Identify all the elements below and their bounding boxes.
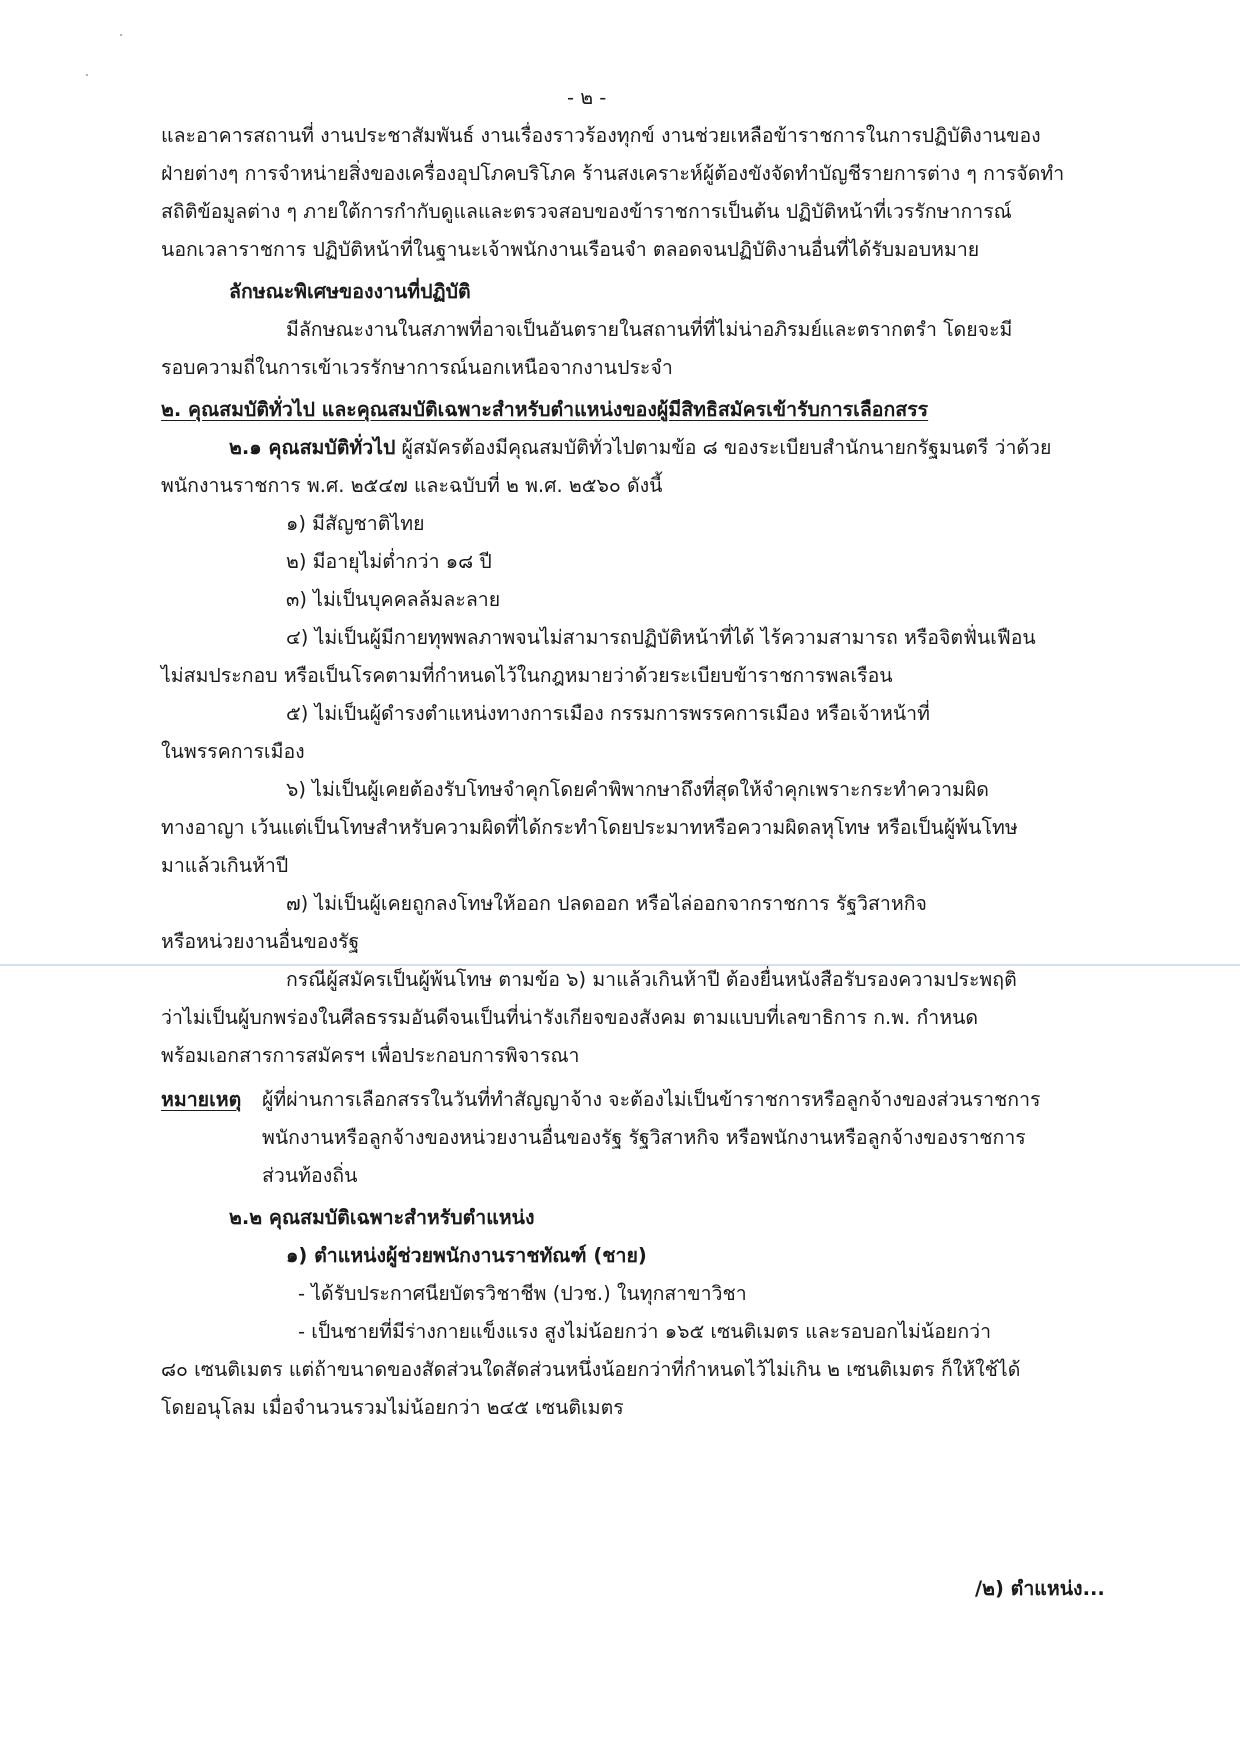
special-nature-line: รอบความถี่ในการเข้าเวรรักษาการณ์นอกเหนือจากงานประจำ bbox=[161, 356, 673, 379]
special-nature-line: มีลักษณะงานในสภาพที่อาจเป็นอันตรายในสถานที่ที่ไม่น่าอภิรมย์และตรากตรำ โดยจะมี bbox=[286, 318, 1013, 341]
requirement-line: ๘๐ เซนติเมตร แต่ถ้าขนาดของสัดส่วนใดสัดส่วนหนึ่งน้อยกว่าที่กำหนดไว้ไม่เกิน ๒ เซนติเมตร ก็ให้ใช้ได้ bbox=[161, 1358, 1021, 1381]
intro-line: สถิติข้อมูลต่าง ๆ ภายใต้การกำกับดูแลและตรวจสอบของข้าราชการเป็นต้น ปฏิบัติหน้าที่เวรรักษาการณ์ bbox=[161, 200, 1012, 223]
intro-line: และอาคารสถานที่ งานประชาสัมพันธ์ งานเรื่องราวร้องทุกข์ งานช่วยเหลือข้าราชการในการปฏิบัติงานของ bbox=[161, 124, 1041, 147]
qualification-item: ๓) ไม่เป็นบุคคลล้มละลาย bbox=[286, 588, 501, 611]
section-2-1-text: ผู้สมัครต้องมีคุณสมบัติทั่วไปตามข้อ ๘ ของระเบียบสำนักนายกรัฐมนตรี ว่าด้วย bbox=[395, 436, 1052, 459]
qualification-item: ๗) ไม่เป็นผู้เคยถูกลงโทษให้ออก ปลดออก หรือไล่ออกจากราชการ รัฐวิสาหกิจ bbox=[286, 892, 927, 915]
case-line: พร้อมเอกสารการสมัครฯ เพื่อประกอบการพิจารณา bbox=[161, 1044, 580, 1067]
scan-speck bbox=[86, 74, 88, 76]
section-2-1-line bbox=[229, 434, 1051, 462]
qualification-item-continued: มาแล้วเกินห้าปี bbox=[161, 854, 289, 877]
requirement-line: - ได้รับประกาศนียบัตรวิชาชีพ (ปวช.) ในทุกสาขาวิชา bbox=[298, 1282, 747, 1305]
note-label: หมายเหตุ bbox=[161, 1088, 242, 1111]
requirement-line: โดยอนุโลม เมื่อจำนวนรวมไม่น้อยกว่า ๒๔๕ เซนติเมตร bbox=[161, 1396, 624, 1419]
position-title: ๑) ตำแหน่งผู้ช่วยพนักงานราชทัณฑ์ (ชาย) bbox=[286, 1244, 647, 1267]
note-line: ส่วนท้องถิ่น bbox=[262, 1164, 358, 1187]
continuation-marker: /๒) ตำแหน่ง... bbox=[975, 1577, 1105, 1600]
scan-speck bbox=[120, 34, 122, 36]
section-2-1-line: พนักงานราชการ พ.ศ. ๒๕๔๗ และฉบับที่ ๒ พ.ศ. ๒๕๖๐ ดังนี้ bbox=[161, 474, 663, 497]
page-number: - ๒ - bbox=[567, 86, 607, 109]
section-2-2-heading: ๒.๒ คุณสมบัติเฉพาะสำหรับตำแหน่ง bbox=[229, 1206, 535, 1229]
intro-line: นอกเวลาราชการ ปฏิบัติหน้าที่ในฐานะเจ้าพนักงานเรือนจำ ตลอดจนปฏิบัติงานอื่นที่ได้รับมอบหมาย bbox=[161, 238, 980, 261]
qualification-item: ๔) ไม่เป็นผู้มีกายทุพพลภาพจนไม่สามารถปฏิบัติหน้าที่ได้ ไร้ความสามารถ หรือจิตฟั่นเฟือน bbox=[286, 626, 1036, 649]
section-2-heading: ๒. คุณสมบัติทั่วไป และคุณสมบัติเฉพาะสำหรับตำแหน่งของผู้มีสิทธิสมัครเข้ารับการเลือกสรร bbox=[161, 398, 929, 421]
qualification-item-continued: หรือหน่วยงานอื่นของรัฐ bbox=[161, 930, 360, 953]
qualification-item: ๕) ไม่เป็นผู้ดำรงตำแหน่งทางการเมือง กรรมการพรรคการเมือง หรือเจ้าหน้าที่ bbox=[286, 702, 930, 725]
note-line: ผู้ที่ผ่านการเลือกสรรในวันที่ทำสัญญาจ้าง จะต้องไม่เป็นข้าราชการหรือลูกจ้างของส่วนราชการ bbox=[262, 1088, 1041, 1111]
qualification-item: ๑) มีสัญชาติไทย bbox=[286, 512, 425, 535]
qualification-item-continued: ไม่สมประกอบ หรือเป็นโรคตามที่กำหนดไว้ในกฎหมายว่าด้วยระเบียบข้าราชการพลเรือน bbox=[161, 664, 893, 687]
section-2-1-label: ๒.๑ คุณสมบัติทั่วไป bbox=[229, 436, 396, 459]
special-nature-heading: ลักษณะพิเศษของงานที่ปฏิบัติ bbox=[229, 280, 471, 303]
note-line: พนักงานหรือลูกจ้างของหน่วยงานอื่นของรัฐ รัฐวิสาหกิจ หรือพนักงานหรือลูกจ้างของราชการ bbox=[262, 1126, 1026, 1149]
case-line: กรณีผู้สมัครเป็นผู้พ้นโทษ ตามข้อ ๖) มาแล้วเกินห้าปี ต้องยื่นหนังสือรับรองความประพฤติ bbox=[286, 968, 1017, 991]
intro-line: ฝ่ายต่างๆ การจำหน่ายสิ่งของเครื่องอุปโภคบริโภค ร้านสงเคราะห์ผู้ต้องขังจัดทำบัญชีรายการต่าง ๆ การจัดทำ bbox=[161, 162, 1065, 185]
qualification-item: ๒) มีอายุไม่ต่ำกว่า ๑๘ ปี bbox=[286, 550, 492, 573]
qualification-item-continued: ทางอาญา เว้นแต่เป็นโทษสำหรับความผิดที่ได้กระทำโดยประมาทหรือความผิดลหุโทษ หรือเป็นผู้พ้นโทษ bbox=[161, 816, 1018, 839]
requirement-line: - เป็นชายที่มีร่างกายแข็งแรง สูงไม่น้อยกว่า ๑๖๕ เซนติเมตร และรอบอกไม่น้อยกว่า bbox=[298, 1320, 992, 1343]
case-line: ว่าไม่เป็นผู้บกพร่องในศีลธรรมอันดีจนเป็นที่น่ารังเกียจของสังคม ตามแบบที่เลขาธิการ ก.พ. กำหนด bbox=[161, 1006, 979, 1029]
qualification-item-continued: ในพรรคการเมือง bbox=[161, 740, 305, 763]
qualification-item: ๖) ไม่เป็นผู้เคยต้องรับโทษจำคุกโดยคำพิพากษาถึงที่สุดให้จำคุกเพราะกระทำความผิด bbox=[286, 778, 989, 801]
